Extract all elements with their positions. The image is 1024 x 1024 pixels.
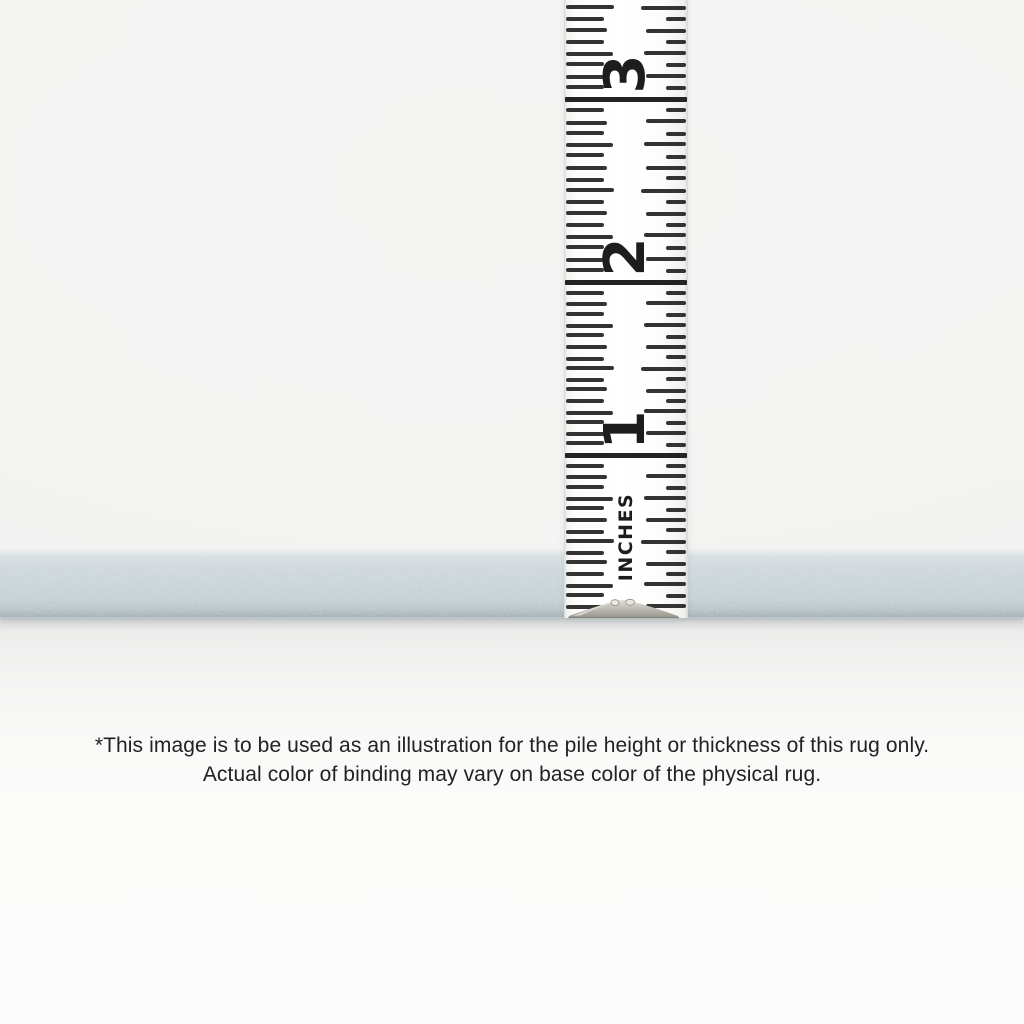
tape-end-clip [567,598,680,618]
ruler-unit-label: INCHES [615,492,637,582]
rug-speckle-texture [0,552,1024,617]
ruler-number-2: 2 [593,237,658,277]
rug-shadow [0,616,1024,630]
measuring-tape [564,0,688,618]
caption [0,731,1024,789]
ruler-number-3: 3 [593,54,658,94]
rug-pile-strip [0,552,1024,617]
caption-line-1: *This image is to be used as an illustration for the pile height or thickness of this rug only. [94,734,930,757]
ruler-number-1: 1 [593,410,658,450]
caption-line-2: Actual color of binding may vary on base color of the physical rug. [202,763,822,786]
floor-surface [0,617,1024,1024]
